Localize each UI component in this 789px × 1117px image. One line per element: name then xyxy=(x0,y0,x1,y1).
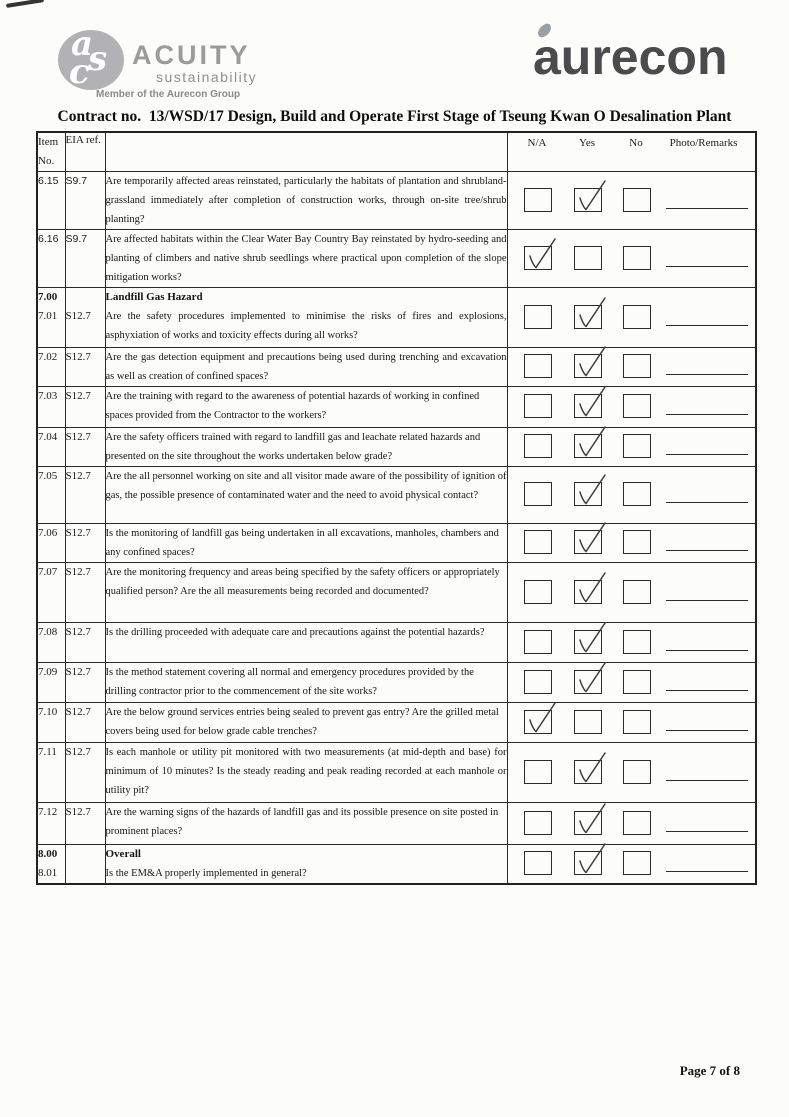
question-cell xyxy=(105,743,507,803)
table-row xyxy=(37,803,756,845)
section-title: Landfill Gas Hazard xyxy=(105,291,203,303)
item-no-secondary: 7.01 xyxy=(38,310,58,322)
check-mark-icon xyxy=(574,391,604,419)
question-cell xyxy=(105,563,507,623)
check-mark-icon xyxy=(574,757,604,785)
question-text: Is the monitoring of landfill gas being undertaken in all excavations, manholes, chambers and any confined spaces? xyxy=(105,528,499,558)
eia-blank-line xyxy=(66,288,105,307)
answer-cell xyxy=(507,230,756,288)
check-mark-icon xyxy=(574,527,604,555)
no-checkbox[interactable] xyxy=(623,434,651,458)
question-cell xyxy=(105,467,507,524)
question-cell xyxy=(105,623,507,663)
remarks-line[interactable] xyxy=(666,266,748,267)
yes-checkbox[interactable] xyxy=(574,811,602,835)
col-header-na: N/A xyxy=(527,137,547,149)
question-text: Are the warning signs of the hazards of landfill gas and its possible presence on site posted in prominent places? xyxy=(105,807,499,837)
remarks-line[interactable] xyxy=(666,325,748,326)
remarks-line[interactable] xyxy=(666,550,748,551)
item-no-cell xyxy=(37,524,65,563)
yes-checkbox[interactable] xyxy=(574,580,602,604)
eia-ref: S12.7 xyxy=(65,746,91,758)
item-no: 7.09 xyxy=(38,666,58,678)
answer-row xyxy=(508,663,756,702)
answer-cell xyxy=(507,288,756,348)
monogram-letter-c: c xyxy=(69,52,90,92)
check-mark-icon xyxy=(524,243,554,271)
answer-row xyxy=(508,845,756,883)
item-no-cell xyxy=(37,230,65,288)
yes-checkbox[interactable] xyxy=(574,760,602,784)
answer-row xyxy=(508,230,756,287)
check-mark-icon xyxy=(574,302,604,330)
na-checkbox[interactable] xyxy=(524,670,552,694)
item-no: 7.07 xyxy=(38,566,58,578)
table-header-row xyxy=(37,132,756,172)
yes-checkbox[interactable] xyxy=(574,434,602,458)
question-text: Are affected habitats within the Clear Water Bay Country Bay reinstated by hydro-seeding and planting of climbers and native shrub seedlings where practical upon completion of the slope mitigation works? xyxy=(105,234,507,283)
question-cell xyxy=(105,428,507,467)
na-checkbox[interactable] xyxy=(524,760,552,784)
eia-ref-cell xyxy=(65,428,105,467)
answer-cell xyxy=(507,428,756,467)
no-checkbox[interactable] xyxy=(623,354,651,378)
no-checkbox[interactable] xyxy=(623,630,651,654)
answer-row xyxy=(508,623,756,662)
remarks-line[interactable] xyxy=(666,650,748,651)
question-cell xyxy=(105,230,507,288)
table-row xyxy=(37,524,756,563)
answer-cell xyxy=(507,803,756,845)
eia-ref-cell xyxy=(65,623,105,663)
eia-ref: S12.7 xyxy=(65,470,91,482)
checklist-body xyxy=(37,172,756,885)
question-cell xyxy=(105,703,507,743)
eia-blank-line xyxy=(66,845,105,864)
yes-checkbox[interactable] xyxy=(574,851,602,875)
item-no-cell xyxy=(37,803,65,845)
answer-cell xyxy=(507,703,756,743)
yes-checkbox[interactable] xyxy=(574,630,602,654)
check-mark-icon xyxy=(574,479,604,507)
remarks-line[interactable] xyxy=(666,454,748,455)
yes-checkbox[interactable] xyxy=(574,482,602,506)
na-checkbox[interactable] xyxy=(524,434,552,458)
na-checkbox[interactable] xyxy=(524,630,552,654)
eia-ref: S9.7 xyxy=(65,175,88,187)
no-checkbox[interactable] xyxy=(623,530,651,554)
table-row xyxy=(37,703,756,743)
eia-ref-cell xyxy=(65,703,105,743)
na-checkbox[interactable] xyxy=(524,394,552,418)
yes-checkbox[interactable] xyxy=(574,246,602,270)
answer-cell xyxy=(507,663,756,703)
item-no: 7.02 xyxy=(38,351,58,363)
monogram-letter-a: a xyxy=(71,24,94,64)
item-no: 7.05 xyxy=(38,470,58,482)
answer-row xyxy=(508,288,756,347)
table-row xyxy=(37,387,756,428)
question-text: Is each manhole or utility pit monitored with two measurements (at mid-depth and base) for minimum of 10 minutes? Is the steady reading and peak reading recorded at each manhole or utility pit? xyxy=(105,747,507,796)
col-header-eia: EIA ref. xyxy=(65,132,105,172)
item-no-cell xyxy=(37,288,65,348)
no-checkbox[interactable] xyxy=(623,851,651,875)
item-no-cell xyxy=(37,563,65,623)
question-text: Are the safety procedures implemented to minimise the risks of fires and explosions, asphyxiation of works and toxicity effects during all works? xyxy=(105,311,507,341)
table-row xyxy=(37,348,756,387)
question-cell xyxy=(105,348,507,387)
col-header-answers xyxy=(507,132,756,172)
table-row xyxy=(37,230,756,288)
yes-checkbox[interactable] xyxy=(574,530,602,554)
item-no: 7.10 xyxy=(38,706,58,718)
no-checkbox[interactable] xyxy=(623,760,651,784)
item-no: 6.15 xyxy=(38,175,59,187)
eia-ref-cell xyxy=(65,563,105,623)
no-checkbox[interactable] xyxy=(623,246,651,270)
answer-cell xyxy=(507,467,756,524)
aurecon-wordmark: aurecon xyxy=(533,29,728,85)
remarks-line[interactable] xyxy=(666,600,748,601)
na-checkbox[interactable] xyxy=(524,580,552,604)
eia-ref: S12.7 xyxy=(65,626,91,638)
question-cell xyxy=(105,172,507,230)
item-no-cell xyxy=(37,845,65,885)
eia-ref-cell xyxy=(65,348,105,387)
eia-ref-cell xyxy=(65,845,105,885)
remarks-line[interactable] xyxy=(666,208,748,209)
question-text: Are temporarily affected areas reinstated, particularly the habitats of plantation and shrubland-grassland immediately after completion of construction works, through on-site tree/shrub planting? xyxy=(105,176,507,225)
remarks-line[interactable] xyxy=(666,414,748,415)
item-no-cell xyxy=(37,703,65,743)
eia-ref-cell xyxy=(65,288,105,348)
answer-cell xyxy=(507,563,756,623)
question-cell xyxy=(105,663,507,703)
eia-ref: S12.7 xyxy=(65,310,91,322)
contract-title: Contract no. 13/WSD/17 Design, Build and Operate First Stage of Tseung Kwan O Desalination Plant xyxy=(57,108,732,125)
table-row xyxy=(37,845,756,885)
na-checkbox[interactable] xyxy=(524,530,552,554)
check-mark-icon xyxy=(524,707,554,735)
question-text: Is the drilling proceeded with adequate care and precautions against the potential hazards? xyxy=(105,627,485,638)
eia-ref-cell xyxy=(65,743,105,803)
table-row xyxy=(37,428,756,467)
item-no-cell xyxy=(37,348,65,387)
answer-row xyxy=(508,172,756,229)
checklist-table xyxy=(36,131,757,885)
answer-row xyxy=(508,387,756,427)
remarks-line[interactable] xyxy=(666,730,748,731)
table-row xyxy=(37,172,756,230)
eia-ref: S12.7 xyxy=(65,351,91,363)
answer-row xyxy=(508,524,756,562)
remarks-line[interactable] xyxy=(666,871,748,872)
col-header-remarks: Photo/Remarks xyxy=(669,137,738,149)
remarks-line[interactable] xyxy=(666,374,748,375)
item-no-cell xyxy=(37,172,65,230)
answer-row xyxy=(508,563,756,622)
answer-row xyxy=(508,348,756,386)
remarks-line[interactable] xyxy=(666,502,748,503)
yes-checkbox[interactable] xyxy=(574,354,602,378)
item-no-cell xyxy=(37,663,65,703)
item-no: 7.12 xyxy=(38,806,58,818)
na-checkbox[interactable] xyxy=(524,354,552,378)
item-no: 6.16 xyxy=(38,233,59,245)
question-text: Is the EM&A properly implemented in general? xyxy=(105,868,307,879)
col-header-yes: Yes xyxy=(578,137,595,149)
check-mark-icon xyxy=(574,431,604,459)
item-no-cell xyxy=(37,387,65,428)
remarks-line[interactable] xyxy=(666,831,748,832)
col-header-question xyxy=(105,132,507,172)
answer-row xyxy=(508,428,756,466)
item-no: 7.11 xyxy=(38,746,57,758)
no-checkbox[interactable] xyxy=(623,580,651,604)
no-checkbox[interactable] xyxy=(623,394,651,418)
scan-artifact-icon xyxy=(6,0,44,8)
table-row xyxy=(37,288,756,348)
col-header-item-line1: Item xyxy=(38,136,59,148)
eia-ref: S12.7 xyxy=(65,431,91,443)
page-number: Page 7 of 8 xyxy=(679,1063,740,1078)
question-text: Are the monitoring frequency and areas being specified by the safety officers or appropriately qualified person? Are the all measurements being recorded and documented? xyxy=(105,567,500,597)
eia-ref: S9.7 xyxy=(65,233,88,245)
no-checkbox[interactable] xyxy=(623,305,651,329)
na-checkbox[interactable] xyxy=(524,305,552,329)
item-no-cell xyxy=(37,428,65,467)
aurecon-logo xyxy=(533,26,773,92)
item-no-cell xyxy=(37,743,65,803)
check-mark-icon xyxy=(574,808,604,836)
eia-ref-cell xyxy=(65,524,105,563)
table-row xyxy=(37,563,756,623)
yes-checkbox[interactable] xyxy=(574,394,602,418)
question-cell xyxy=(105,387,507,428)
eia-ref: S12.7 xyxy=(65,527,91,539)
col-header-item-line2: No. xyxy=(38,155,55,167)
remarks-line[interactable] xyxy=(666,690,748,691)
answer-cell xyxy=(507,387,756,428)
eia-ref-cell xyxy=(65,172,105,230)
na-checkbox[interactable] xyxy=(524,188,552,212)
na-checkbox[interactable] xyxy=(524,710,552,734)
question-text: Are the gas detection equipment and precautions being used during trenching and excavation as well as creation of confined spaces? xyxy=(105,352,507,382)
eia-ref: S12.7 xyxy=(65,566,91,578)
check-mark-icon xyxy=(574,351,604,379)
answer-row xyxy=(508,803,756,844)
na-checkbox[interactable] xyxy=(524,811,552,835)
question-text: Is the method statement covering all normal and emergency procedures provided by the drilling contractor prior to the commencement of the site works? xyxy=(105,667,474,697)
eia-ref-cell xyxy=(65,467,105,524)
item-no-cell xyxy=(37,623,65,663)
question-cell xyxy=(105,524,507,563)
yes-checkbox[interactable] xyxy=(574,710,602,734)
check-mark-icon xyxy=(574,627,604,655)
question-text: Are the training with regard to the awareness of potential hazards of working in confined spaces provided from the Contractor to the workers? xyxy=(105,391,480,421)
no-checkbox[interactable] xyxy=(623,710,651,734)
question-cell xyxy=(105,803,507,845)
eia-ref: S12.7 xyxy=(65,806,91,818)
question-cell xyxy=(105,845,507,885)
eia-ref-cell xyxy=(65,663,105,703)
answer-row xyxy=(508,703,756,742)
eia-ref: S12.7 xyxy=(65,706,91,718)
no-checkbox[interactable] xyxy=(623,811,651,835)
no-checkbox[interactable] xyxy=(623,482,651,506)
yes-checkbox[interactable] xyxy=(574,670,602,694)
item-no-secondary: 8.01 xyxy=(38,867,58,879)
answer-cell xyxy=(507,623,756,663)
item-no: 7.06 xyxy=(38,527,58,539)
answer-cell xyxy=(507,348,756,387)
yes-checkbox[interactable] xyxy=(574,188,602,212)
answer-row xyxy=(508,467,756,523)
question-text: Are the below ground services entries being sealed to prevent gas entry? Are the grilled metal covers being used for below grade cable trenches? xyxy=(105,707,499,737)
acuity-logo xyxy=(58,24,278,106)
col-header-item xyxy=(37,132,65,172)
table-row xyxy=(37,623,756,663)
acuity-tagline: sustainability xyxy=(156,69,258,85)
item-no: 7.04 xyxy=(38,431,58,443)
acuity-name: ACUITY xyxy=(132,40,251,70)
eia-ref-cell xyxy=(65,387,105,428)
table-row xyxy=(37,467,756,524)
no-checkbox[interactable] xyxy=(623,188,651,212)
monogram-letter-s: s xyxy=(88,39,108,79)
acuity-monogram-icon xyxy=(58,24,124,92)
eia-ref: S12.7 xyxy=(65,390,91,402)
question-text: Are the safety officers trained with regard to landfill gas and leachate related hazards and presented on the site throughout the works undertaken below grade? xyxy=(105,432,481,462)
answer-cell xyxy=(507,845,756,885)
answer-cell xyxy=(507,524,756,563)
table-row xyxy=(37,743,756,803)
col-header-no: No xyxy=(629,137,643,149)
yes-checkbox[interactable] xyxy=(574,305,602,329)
acuity-member-line: Member of the Aurecon Group xyxy=(96,89,241,100)
item-no: 7.00 xyxy=(38,291,58,303)
na-checkbox[interactable] xyxy=(524,246,552,270)
check-mark-icon xyxy=(574,667,604,695)
item-no-cell xyxy=(37,467,65,524)
remarks-line[interactable] xyxy=(666,780,748,781)
check-mark-icon xyxy=(574,577,604,605)
section-title: Overall xyxy=(105,848,141,860)
no-checkbox[interactable] xyxy=(623,670,651,694)
answer-cell xyxy=(507,172,756,230)
na-checkbox[interactable] xyxy=(524,482,552,506)
eia-ref-cell xyxy=(65,803,105,845)
eia-ref-cell xyxy=(65,230,105,288)
item-no: 8.00 xyxy=(38,848,58,860)
check-mark-icon xyxy=(574,848,604,876)
check-mark-icon xyxy=(574,185,604,213)
answer-cell xyxy=(507,743,756,803)
table-row xyxy=(37,663,756,703)
na-checkbox[interactable] xyxy=(524,851,552,875)
item-no: 7.08 xyxy=(38,626,58,638)
item-no: 7.03 xyxy=(38,390,58,402)
question-text: Are the all personnel working on site and all visitor made aware of the possibility of ignition of gas, the possible presence of contaminated water and the need to avoid physical contact? xyxy=(105,471,507,501)
question-cell xyxy=(105,288,507,348)
eia-ref: S12.7 xyxy=(65,666,91,678)
answer-row xyxy=(508,743,756,802)
